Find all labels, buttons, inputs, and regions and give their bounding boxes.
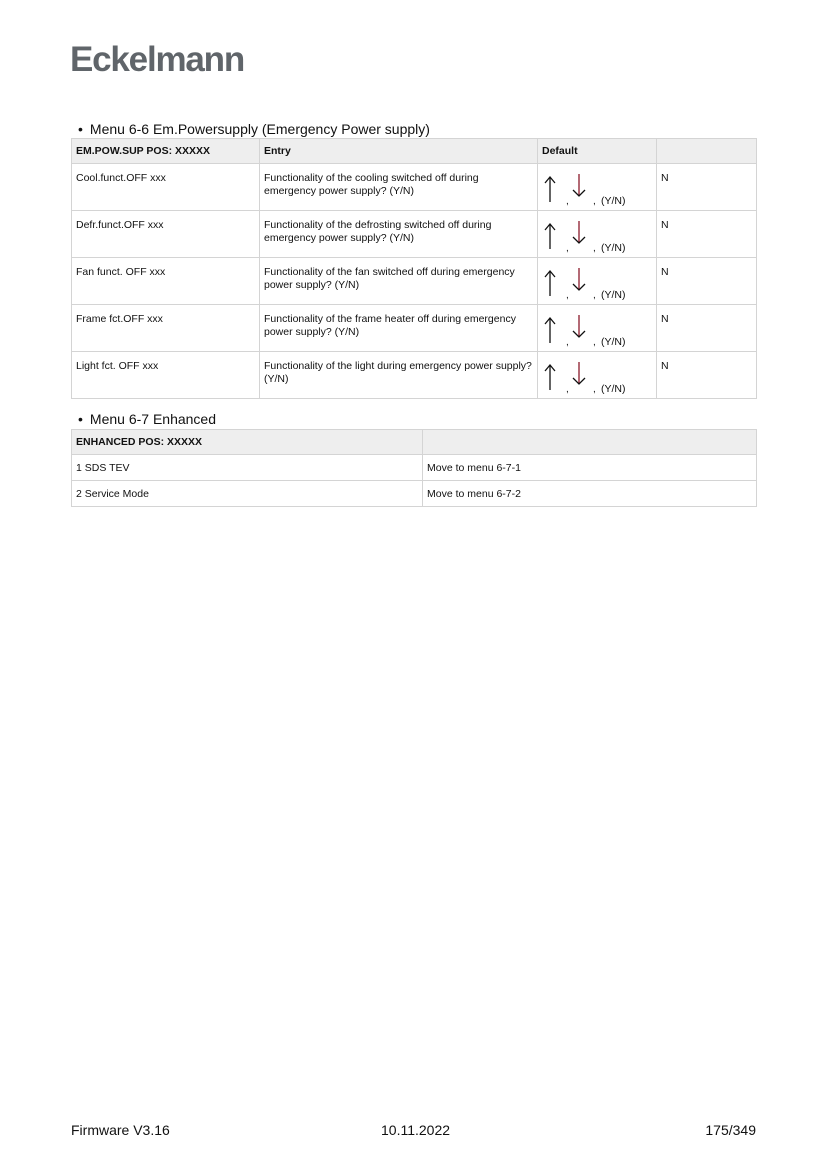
column-header-entry: Entry	[260, 139, 538, 164]
section-heading-enhanced	[78, 411, 216, 427]
table-row	[72, 305, 757, 352]
column-header-enhanced-pos: ENHANCED POS: XXXXX	[72, 430, 423, 455]
entry-cell: Functionality of the light during emergency power supply? (Y/N)	[260, 352, 538, 399]
menu-action-cell: Move to menu 6-7-1	[423, 455, 757, 481]
section-heading-em-powersupply	[78, 121, 430, 137]
value-cell: N	[657, 164, 757, 211]
separator-comma: ,	[566, 384, 569, 395]
yn-option: (Y/N)	[601, 289, 626, 301]
arrow-down-icon	[573, 268, 585, 290]
heading-text: Menu 6-7 Enhanced	[89, 411, 216, 427]
separator-comma: ,	[566, 337, 569, 348]
table-row	[72, 258, 757, 305]
arrow-down-icon	[573, 174, 585, 196]
default-cell	[538, 352, 657, 399]
table-row	[72, 352, 757, 399]
arrow-down-icon	[573, 315, 585, 337]
arrow-up-icon	[545, 271, 555, 296]
em-powersupply-table	[71, 138, 757, 399]
footer-date: 10.11.2022	[381, 1122, 451, 1138]
arrow-up-icon	[545, 318, 555, 343]
entry-cell: Functionality of the defrosting switched off during emergency power supply? (Y/N)	[260, 211, 538, 258]
column-header-value	[657, 139, 757, 164]
separator-comma: ,	[566, 290, 569, 301]
separator-comma: ,	[566, 196, 569, 207]
table-row	[72, 211, 757, 258]
yn-option: (Y/N)	[601, 336, 626, 348]
menu-item-cell: 1 SDS TEV	[72, 455, 423, 481]
arrow-up-icon	[545, 365, 555, 390]
column-header-default: Default	[538, 139, 657, 164]
default-cell	[538, 164, 657, 211]
yn-option: (Y/N)	[601, 383, 626, 395]
separator-comma: ,	[566, 243, 569, 254]
eckelmann-logo: Eckelmann	[70, 40, 245, 79]
table-header-row	[72, 430, 757, 455]
yn-option: (Y/N)	[601, 195, 626, 207]
footer-page-number: 175/349	[705, 1122, 756, 1138]
separator-comma: ,	[593, 337, 596, 348]
bullet: •	[78, 121, 83, 137]
param-cell: Defr.funct.OFF xxx	[72, 211, 260, 258]
menu-action-cell: Move to menu 6-7-2	[423, 481, 757, 507]
default-cell	[538, 305, 657, 352]
footer-firmware: Firmware V3.16	[71, 1122, 170, 1138]
table-header-row	[72, 139, 757, 164]
value-cell: N	[657, 211, 757, 258]
arrow-keys	[542, 313, 652, 347]
param-cell: Frame fct.OFF xxx	[72, 305, 260, 352]
column-header-pos: EM.POW.SUP POS: XXXXX	[72, 139, 260, 164]
arrow-up-icon	[545, 177, 555, 202]
value-cell: N	[657, 305, 757, 352]
arrow-keys	[542, 266, 652, 300]
arrow-down-icon	[573, 362, 585, 384]
bullet: •	[78, 411, 83, 427]
arrow-keys	[542, 219, 652, 253]
column-header-enhanced-action	[423, 430, 757, 455]
value-cell: N	[657, 258, 757, 305]
yn-option: (Y/N)	[601, 242, 626, 254]
entry-cell: Functionality of the fan switched off during emergency power supply? (Y/N)	[260, 258, 538, 305]
enhanced-table	[71, 429, 757, 507]
arrow-up-icon	[545, 224, 555, 249]
entry-cell: Functionality of the frame heater off during emergency power supply? (Y/N)	[260, 305, 538, 352]
default-cell	[538, 211, 657, 258]
arrow-keys	[542, 172, 652, 206]
separator-comma: ,	[593, 196, 596, 207]
param-cell: Fan funct. OFF xxx	[72, 258, 260, 305]
table-row	[72, 455, 757, 481]
separator-comma: ,	[593, 290, 596, 301]
table-row	[72, 481, 757, 507]
arrow-down-icon	[573, 221, 585, 243]
entry-cell: Functionality of the cooling switched off during emergency power supply? (Y/N)	[260, 164, 538, 211]
param-cell: Cool.funct.OFF xxx	[72, 164, 260, 211]
arrow-keys	[542, 360, 652, 394]
separator-comma: ,	[593, 243, 596, 254]
separator-comma: ,	[593, 384, 596, 395]
table-row	[72, 164, 757, 211]
heading-text: Menu 6-6 Em.Powersupply (Emergency Power supply)	[89, 121, 430, 137]
menu-item-cell: 2 Service Mode	[72, 481, 423, 507]
value-cell: N	[657, 352, 757, 399]
default-cell	[538, 258, 657, 305]
param-cell: Light fct. OFF xxx	[72, 352, 260, 399]
